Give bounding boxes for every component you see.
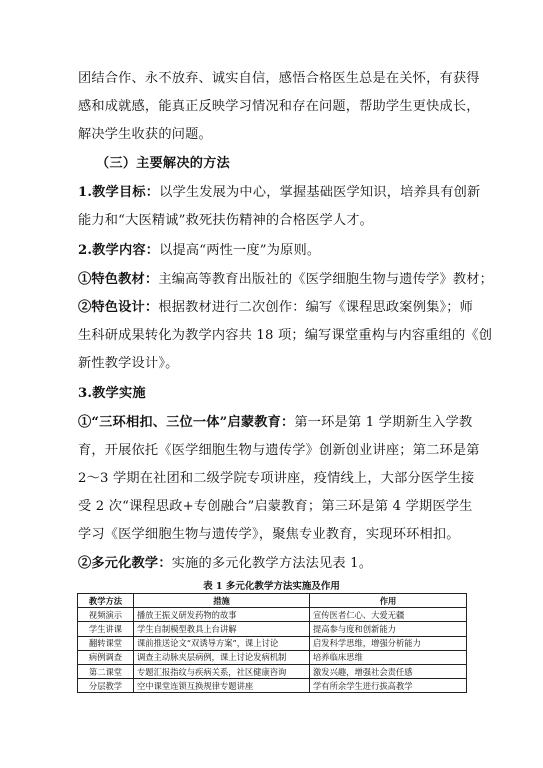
implementation-heading: 3.教学实施 <box>78 386 146 401</box>
goal-line <box>78 184 481 202</box>
content-label: 2.教学内容： <box>78 243 160 258</box>
table-cell-effect: 激发兴趣，增强社会责任感 <box>310 664 467 678</box>
table-row <box>78 608 467 622</box>
diverse-line <box>78 555 468 573</box>
table-cell-effect: 启发科学思维，增强分析能力 <box>310 636 467 650</box>
table-cell-measure: 调查主动脉夹层病例，课上讨论发病机制 <box>134 650 310 664</box>
table-cell-measure: 播放王振义研发药物的故事 <box>134 608 310 622</box>
table-caption: 表 1 多元化教学方法实施及作用 <box>203 581 340 592</box>
enlight-line: 育，开展依托《医学细胞生物与遗传学》创新创业讲座；第二环是第 <box>78 443 480 458</box>
diverse-label: ②多元化教学： <box>78 556 172 571</box>
section-heading: （三）主要解决的方法 <box>96 156 230 171</box>
feature-design-line <box>78 299 474 317</box>
enlight-line: 受 2 次“课程思政+专创融合”启蒙教育；第三环是第 4 学期医学生 <box>78 499 473 514</box>
table-header-measure: 措施 <box>134 594 310 608</box>
paragraph-line: 解决学生收获的问题。 <box>78 127 212 142</box>
feature-material-line <box>78 271 494 289</box>
feature-material-text: 主编高等教育出版社的《医学细胞生物与遗传学》教材； <box>158 272 494 287</box>
content-line <box>78 242 468 260</box>
methods-table <box>77 593 467 693</box>
table-cell-effect: 宣传医者仁心、大爱无疆 <box>310 608 467 622</box>
table-row <box>78 679 467 693</box>
table-cell-measure: 空中课堂连锁互换规律专题讲座 <box>134 679 310 693</box>
table-cell-method: 病例调查 <box>78 650 134 664</box>
table-row <box>78 664 467 678</box>
enlight-label: ①“三环相扣、三位一体”启蒙教育： <box>78 415 295 430</box>
feature-material-label: ①特色教材： <box>78 272 159 287</box>
table-cell-method: 翻转课堂 <box>78 636 134 650</box>
enlight-line: 2～3 学期在社团和二级学院专项讲座，疫情线上，大部分医学生接 <box>78 471 475 486</box>
table-header-row <box>78 594 467 608</box>
table-row <box>78 650 467 664</box>
table-cell-method: 学生讲课 <box>78 622 134 636</box>
table-cell-effect: 提高参与度和创新能力 <box>310 622 467 636</box>
enlight-text: 第一环是第 1 学期新生入学教 <box>294 415 473 430</box>
diverse-text: 实施的多元化教学方法法见表 1。 <box>171 556 373 571</box>
feature-design-label: ②特色设计： <box>78 300 159 315</box>
table-header-effect: 作用 <box>310 594 467 608</box>
table-row <box>78 622 467 636</box>
content-text: 以提高“两性一度”为原则。 <box>159 243 321 258</box>
table-cell-measure: 课前推送论文“双诱导方案”，课上讨论 <box>134 636 310 650</box>
table-cell-method: 分层教学 <box>78 679 134 693</box>
table-cell-measure: 学生自制模型教具上台讲解 <box>134 622 310 636</box>
feature-design-text: 根据教材进行二次创作：编写《课程思政案例集》；师 <box>158 300 474 315</box>
feature-design-line: 新性教学设计》。 <box>78 356 179 371</box>
goal-text: 以学生发展为中心，掌握基础医学知识，培养具有创新 <box>159 185 481 200</box>
table-cell-method: 视频演示 <box>78 608 134 622</box>
paragraph-line: 感和成就感，能真正反映学习情况和存在问题，帮助学生更快成长， <box>78 99 480 114</box>
table-cell-method: 第二课堂 <box>78 664 134 678</box>
enlight-line <box>78 414 473 432</box>
goal-line: 能力和“大医精诚”救死扶伤精神的合格医学人才。 <box>78 213 374 228</box>
goal-label: 1.教学目标： <box>78 185 160 200</box>
enlight-line: 学习《医学细胞生物与遗传学》，聚焦专业教育，实现环环相扣。 <box>78 527 460 542</box>
feature-design-line: 生科研成果转化为教学内容共 18 项；编写课堂重构与内容重组的《创 <box>78 328 493 343</box>
table-row <box>78 636 467 650</box>
table-cell-measure: 专题汇报指纹与疾病关系，社区健康咨询 <box>134 664 310 678</box>
table-cell-effect: 学有所余学生进行拔高教学 <box>310 679 467 693</box>
table-header-method: 教学方法 <box>78 594 134 608</box>
table-cell-effect: 培养临床思维 <box>310 650 467 664</box>
paragraph-line: 团结合作、永不放弃、诚实自信，感悟合格医生总是在关怀，有获得 <box>78 71 480 86</box>
